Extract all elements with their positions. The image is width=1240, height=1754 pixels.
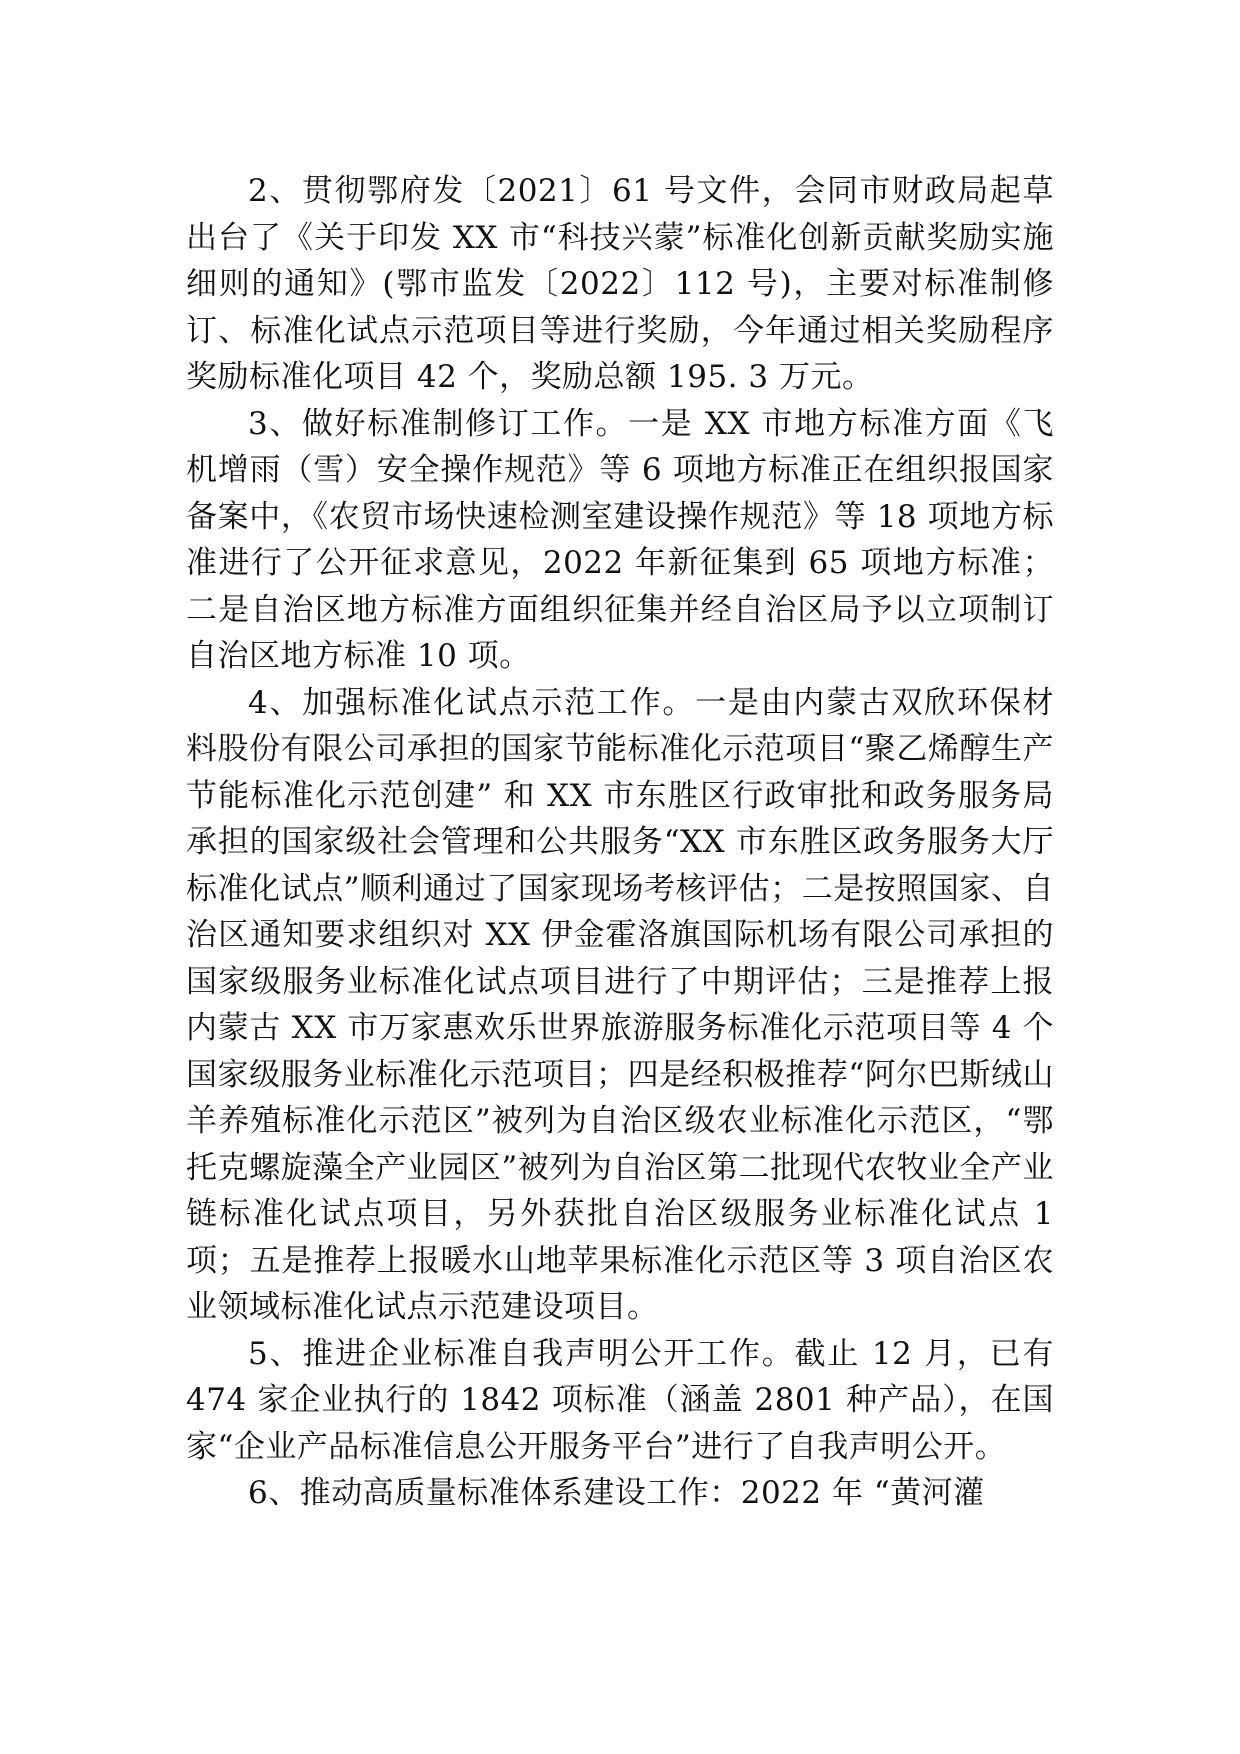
paragraph-item-5-self-declaration: 5、推进企业标准自我声明公开工作。截止 12 月，已有 474 家企业执行的 1842 项标准（涵盖 2801 种产品），在国家“企业产品标准信息公开服务平台”进行了自我声明公开。 (186, 1335, 1054, 1465)
paragraph-item-3-standards-revision: 3、做好标准制修订工作。一是 XX 市地方标准方面《飞机增雨（雪）安全操作规范》等 6 项地方标准正在组织报国家备案中，《农贸市场快速检测室建设操作规范》等 18 项地方标准进行了公开征求意见，2022 年新征集到 65 项地方标准；二是自治区地方标准方面组织征集并经自治区局予以立项制订自治区地方标准 10 项。 (186, 405, 1054, 674)
paragraph-item-6-standard-system: 6、推动高质量标准体系建设工作：2022 年 “黄河灌 (248, 1475, 985, 1511)
document-body (186, 168, 1054, 1517)
paragraph-item-4-pilot-demonstration: 4、加强标准化试点示范工作。一是由内蒙古双欣环保材料股份有限公司承担的国家节能标准化示范项目“聚乙烯醇生产节能标准化示范创建” 和 XX 市东胜区行政审批和政务服务局承担的国家级社会管理和公共服务“XX 市东胜区政务服务大厅标准化试点”顺利通过了国家现场考核评估；二是按照国家、自治区通知要求组织对 XX 伊金霍洛旗国际机场有限公司承担的国家级服务业标准化试点项目进行了中期评估；三是推荐上报内蒙古 XX 市万家惠欢乐世界旅游服务标准化示范项目等 4 个国家级服务业标准化示范项目；四是经积极推荐“阿尔巴斯绒山羊养殖标准化示范区”被列为自治区级农业标准化示范区，“鄂托克螺旋藻全产业园区”被列为自治区第二批现代农牧业全产业链标准化试点项目，另外获批自治区级服务业标准化试点 1 项；五是推荐上报暖水山地苹果标准化示范区等 3 项自治区农业领域标准化试点示范建设项目。 (186, 684, 1054, 1325)
paragraph-item-2-reward-rules: 2、贯彻鄂府发〔2021〕61 号文件，会同市财政局起草出台了《关于印发 XX 市“科技兴蒙”标准化创新贡献奖励实施细则的通知》(鄂市监发〔2022〕112 号)，主要对标准制修订、标准化试点示范项目等进行奖励，今年通过相关奖励程序奖励标准化项目 42 个，奖励总额 195. 3 万元。 (186, 173, 1054, 395)
